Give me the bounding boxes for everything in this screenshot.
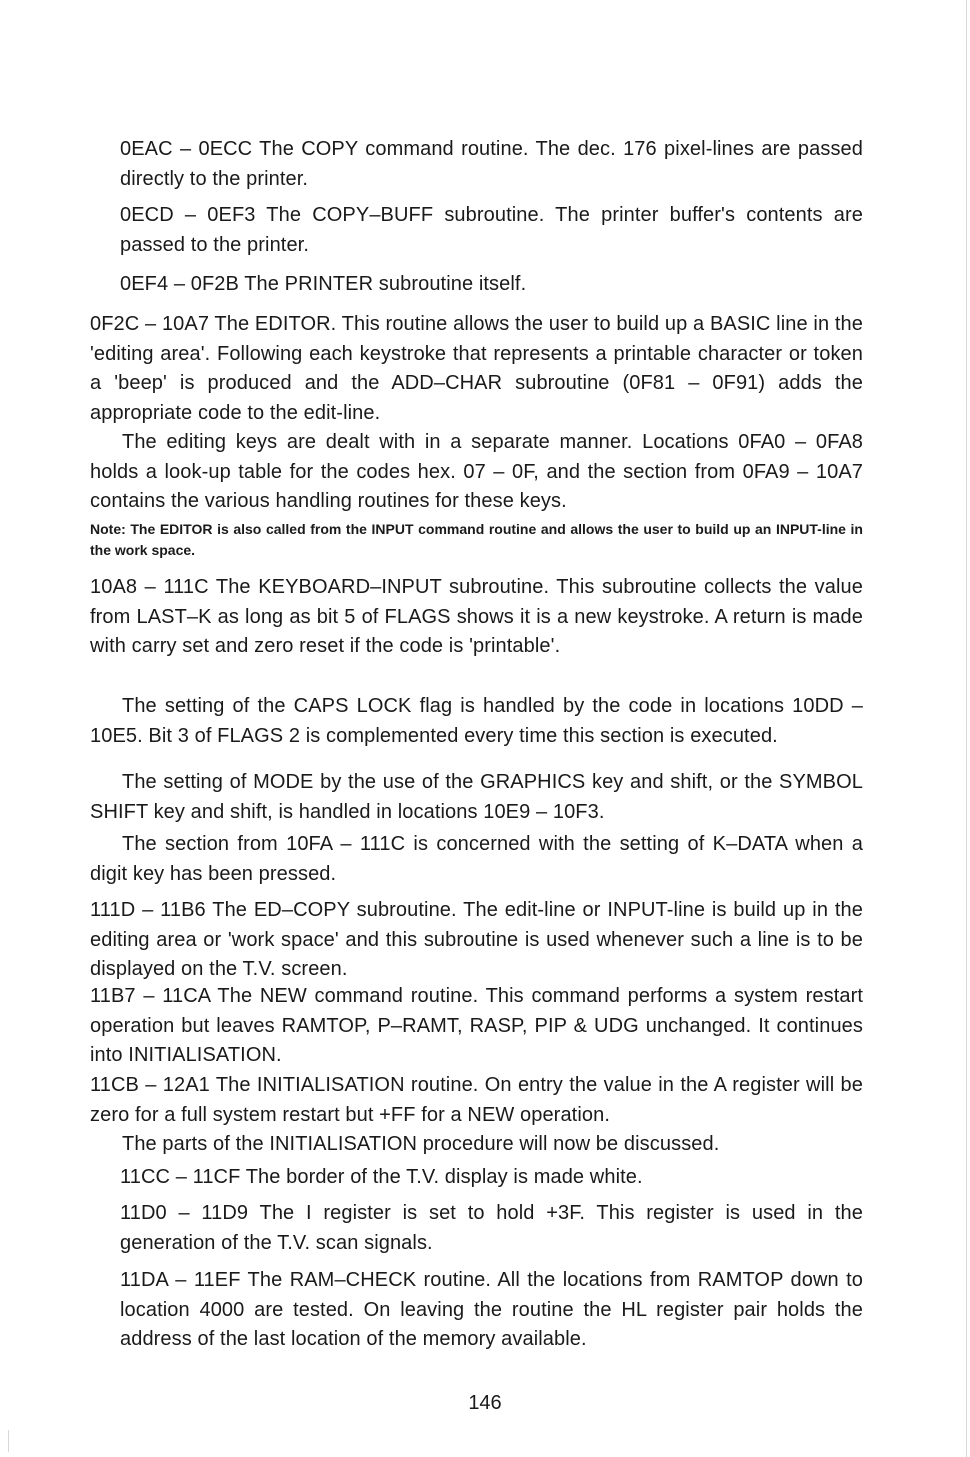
- entry-ram-check: 11DA – 11EF The RAM–CHECK routine. All the locations from RAMTOP down to location 4000 are tested. On leaving the routine the HL register pair holds the address of the last location of the memory available.: [120, 1269, 863, 1350]
- entry-copy-buff: 0ECD – 0EF3 The COPY–BUFF subroutine. The printer buffer's contents are passed to the printer.: [120, 204, 863, 256]
- entry-keyboard-input: 10A8 – 111C The KEYBOARD–INPUT subroutine. This subroutine collects the value from LAST–K as long as bit 5 of FLAGS shows it is a new keystroke. A return is made with carry set and zero reset if the code is 'printable'.: [90, 576, 863, 657]
- keyboard-mode: The setting of MODE by the use of the GRAPHICS key and shift, or the SYMBOL SHIFT key and shift, is handled in locations 10E9 – 10F3.: [90, 771, 863, 823]
- entry-border-white: 11CC – 11CF The border of the T.V. display is made white.: [120, 1166, 643, 1188]
- initialisation-parts: The parts of the INITIALISATION procedure will now be discussed.: [122, 1133, 720, 1155]
- page-number: 146: [468, 1392, 502, 1414]
- page-edge-right: [966, 0, 967, 1457]
- entry-new-command: 11B7 – 11CA The NEW command routine. This command performs a system restart operation but leaves RAMTOP, P–RAMT, RASP, PIP & UDG unchanged. It continues into INITIALISATION.: [90, 985, 863, 1066]
- entry-ed-copy: 111D – 11B6 The ED–COPY subroutine. The edit-line or INPUT-line is build up in the editing area or 'work space' and this subroutine is used whenever such a line is to be displayed on the T.V. screen.: [90, 899, 863, 980]
- entry-printer: 0EF4 – 0F2B The PRINTER subroutine itself.: [120, 273, 527, 295]
- page-edge-mark: [8, 1430, 9, 1452]
- entry-i-register: 11D0 – 11D9 The I register is set to hold +3F. This register is used in the generation of the T.V. scan signals.: [120, 1202, 863, 1254]
- keyboard-k-data: The section from 10FA – 111C is concerned with the setting of K–DATA when a digit key has been pressed.: [90, 833, 863, 885]
- editor-editing-keys: The editing keys are dealt with in a separate manner. Locations 0FA0 – 0FA8 holds a look-up table for the codes hex. 07 – 0F, and the section from 0FA9 – 10A7 contains the various handling routines for these keys.: [90, 431, 863, 512]
- keyboard-caps-lock: The setting of the CAPS LOCK flag is handled by the code in locations 10DD – 10E5. Bit 3 of FLAGS 2 is complemented every time this section is executed.: [90, 695, 863, 747]
- editor-note: Note: The EDITOR is also called from the INPUT command routine and allows the user to build up an INPUT-line in the work space.: [90, 521, 863, 558]
- entry-initialisation: 11CB – 12A1 The INITIALISATION routine. On entry the value in the A register will be zero for a full system restart but +FF for a NEW operation.: [90, 1074, 863, 1126]
- entry-copy-command: 0EAC – 0ECC The COPY command routine. The dec. 176 pixel-lines are passed directly to the printer.: [120, 138, 863, 190]
- entry-editor: 0F2C – 10A7 The EDITOR. This routine allows the user to build up a BASIC line in the 'editing area'. Following each keystroke that represents a printable character or token a 'beep' is produced and the ADD–CHAR subroutine (0F81 – 0F91) adds the appropriate code to the edit-line.: [90, 313, 863, 424]
